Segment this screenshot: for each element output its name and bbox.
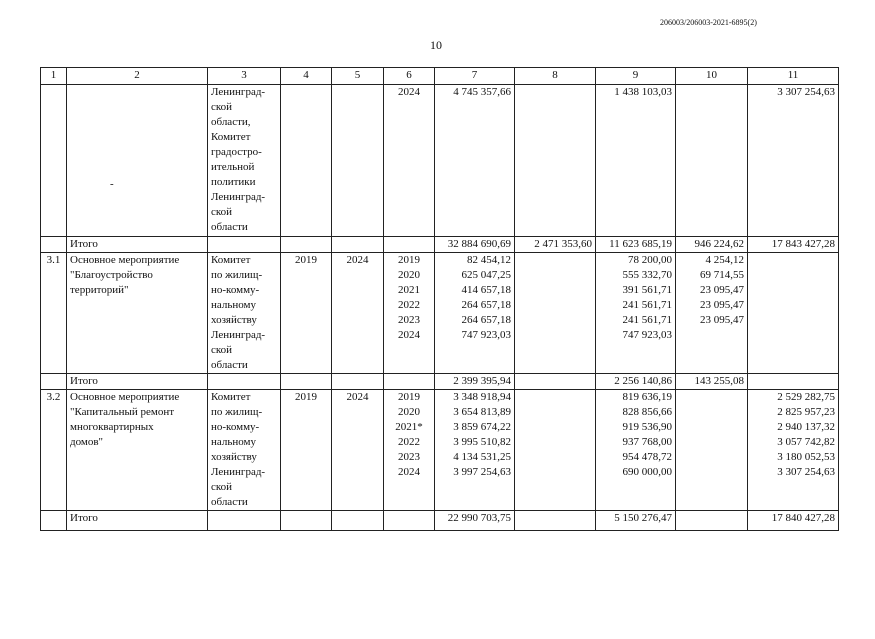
dash-mark: - <box>110 178 114 190</box>
column-header-row <box>41 68 839 85</box>
total-c11: 17 840 427,28 <box>748 511 839 531</box>
cell-start-year: 2019 <box>281 390 332 511</box>
column-header: 11 <box>748 68 839 85</box>
cell-federal <box>515 85 596 237</box>
total-c9: 5 150 276,47 <box>596 511 676 531</box>
cell-years: 2019 2020 2021 2022 2023 2024 <box>384 253 435 374</box>
cell-executor: Комитет по жилищ- но-комму- нальному хозяйству Ленинград- ской области <box>208 253 281 374</box>
total-row <box>41 511 839 531</box>
cell-local <box>676 85 748 237</box>
cell-regional: 78 200,00 555 332,70 391 561,71 241 561,71 241 561,71 747 923,03 <box>596 253 676 374</box>
total-row <box>41 237 839 253</box>
cell-total: 82 454,12 625 047,25 414 657,18 264 657,18 264 657,18 747 923,03 <box>435 253 515 374</box>
column-header: 6 <box>384 68 435 85</box>
total-row <box>41 374 839 390</box>
cell-local: 4 254,12 69 714,55 23 095,47 23 095,47 23 095,47 <box>676 253 748 374</box>
total-c9: 2 256 140,86 <box>596 374 676 390</box>
cell-name <box>67 85 208 237</box>
cell-name: Основное мероприятие "Благоустройство территорий" <box>67 253 208 374</box>
table-row <box>41 85 839 237</box>
cell-end-year: 2024 <box>332 253 384 374</box>
total-c10: 946 224,62 <box>676 237 748 253</box>
cell-years: 2019 2020 2021* 2022 2023 2024 <box>384 390 435 511</box>
table-row <box>41 390 839 511</box>
budget-table <box>40 67 839 531</box>
total-c7: 32 884 690,69 <box>435 237 515 253</box>
column-header: 5 <box>332 68 384 85</box>
cell-other: 3 307 254,63 <box>748 85 839 237</box>
cell-num: 3.2 <box>41 390 67 511</box>
page-number: 10 <box>430 38 442 52</box>
cell-regional: 1 438 103,03 <box>596 85 676 237</box>
total-label: Итого <box>67 374 208 390</box>
cell-regional: 819 636,19 828 856,66 919 536,90 937 768,00 954 478,72 690 000,00 <box>596 390 676 511</box>
total-c7: 22 990 703,75 <box>435 511 515 531</box>
column-header: 9 <box>596 68 676 85</box>
cell-executor: Ленинград- ской области, Комитет градостро- ительной политики Ленинград- ской области <box>208 85 281 237</box>
cell-year: 2024 <box>384 85 435 237</box>
cell-executor: Комитет по жилищ- но-комму- нальному хозяйству Ленинград- ской области <box>208 390 281 511</box>
column-header: 3 <box>208 68 281 85</box>
total-c10: 143 255,08 <box>676 374 748 390</box>
total-label: Итого <box>67 511 208 531</box>
total-c9: 11 623 685,19 <box>596 237 676 253</box>
cell-total: 3 348 918,94 3 654 813,89 3 859 674,22 3 995 510,82 4 134 531,25 3 997 254,63 <box>435 390 515 511</box>
column-header: 10 <box>676 68 748 85</box>
total-c8: 2 471 353,60 <box>515 237 596 253</box>
total-c7: 2 399 395,94 <box>435 374 515 390</box>
column-header: 2 <box>67 68 208 85</box>
cell-other: 2 529 282,75 2 825 957,23 2 940 137,32 3 057 742,82 3 180 052,53 3 307 254,63 <box>748 390 839 511</box>
cell-num <box>41 85 67 237</box>
cell-num: 3.1 <box>41 253 67 374</box>
cell-end-year: 2024 <box>332 390 384 511</box>
cell-name: Основное мероприятие "Капитальный ремонт многоквартирных домов" <box>67 390 208 511</box>
column-header: 1 <box>41 68 67 85</box>
total-c11: 17 843 427,28 <box>748 237 839 253</box>
cell-total: 4 745 357,66 <box>435 85 515 237</box>
column-header: 8 <box>515 68 596 85</box>
column-header: 7 <box>435 68 515 85</box>
total-label: Итого <box>67 237 208 253</box>
column-header: 4 <box>281 68 332 85</box>
cell-start-year: 2019 <box>281 253 332 374</box>
table-row <box>41 253 839 374</box>
document-number: 206003/206003-2021-6895(2) <box>660 18 757 27</box>
